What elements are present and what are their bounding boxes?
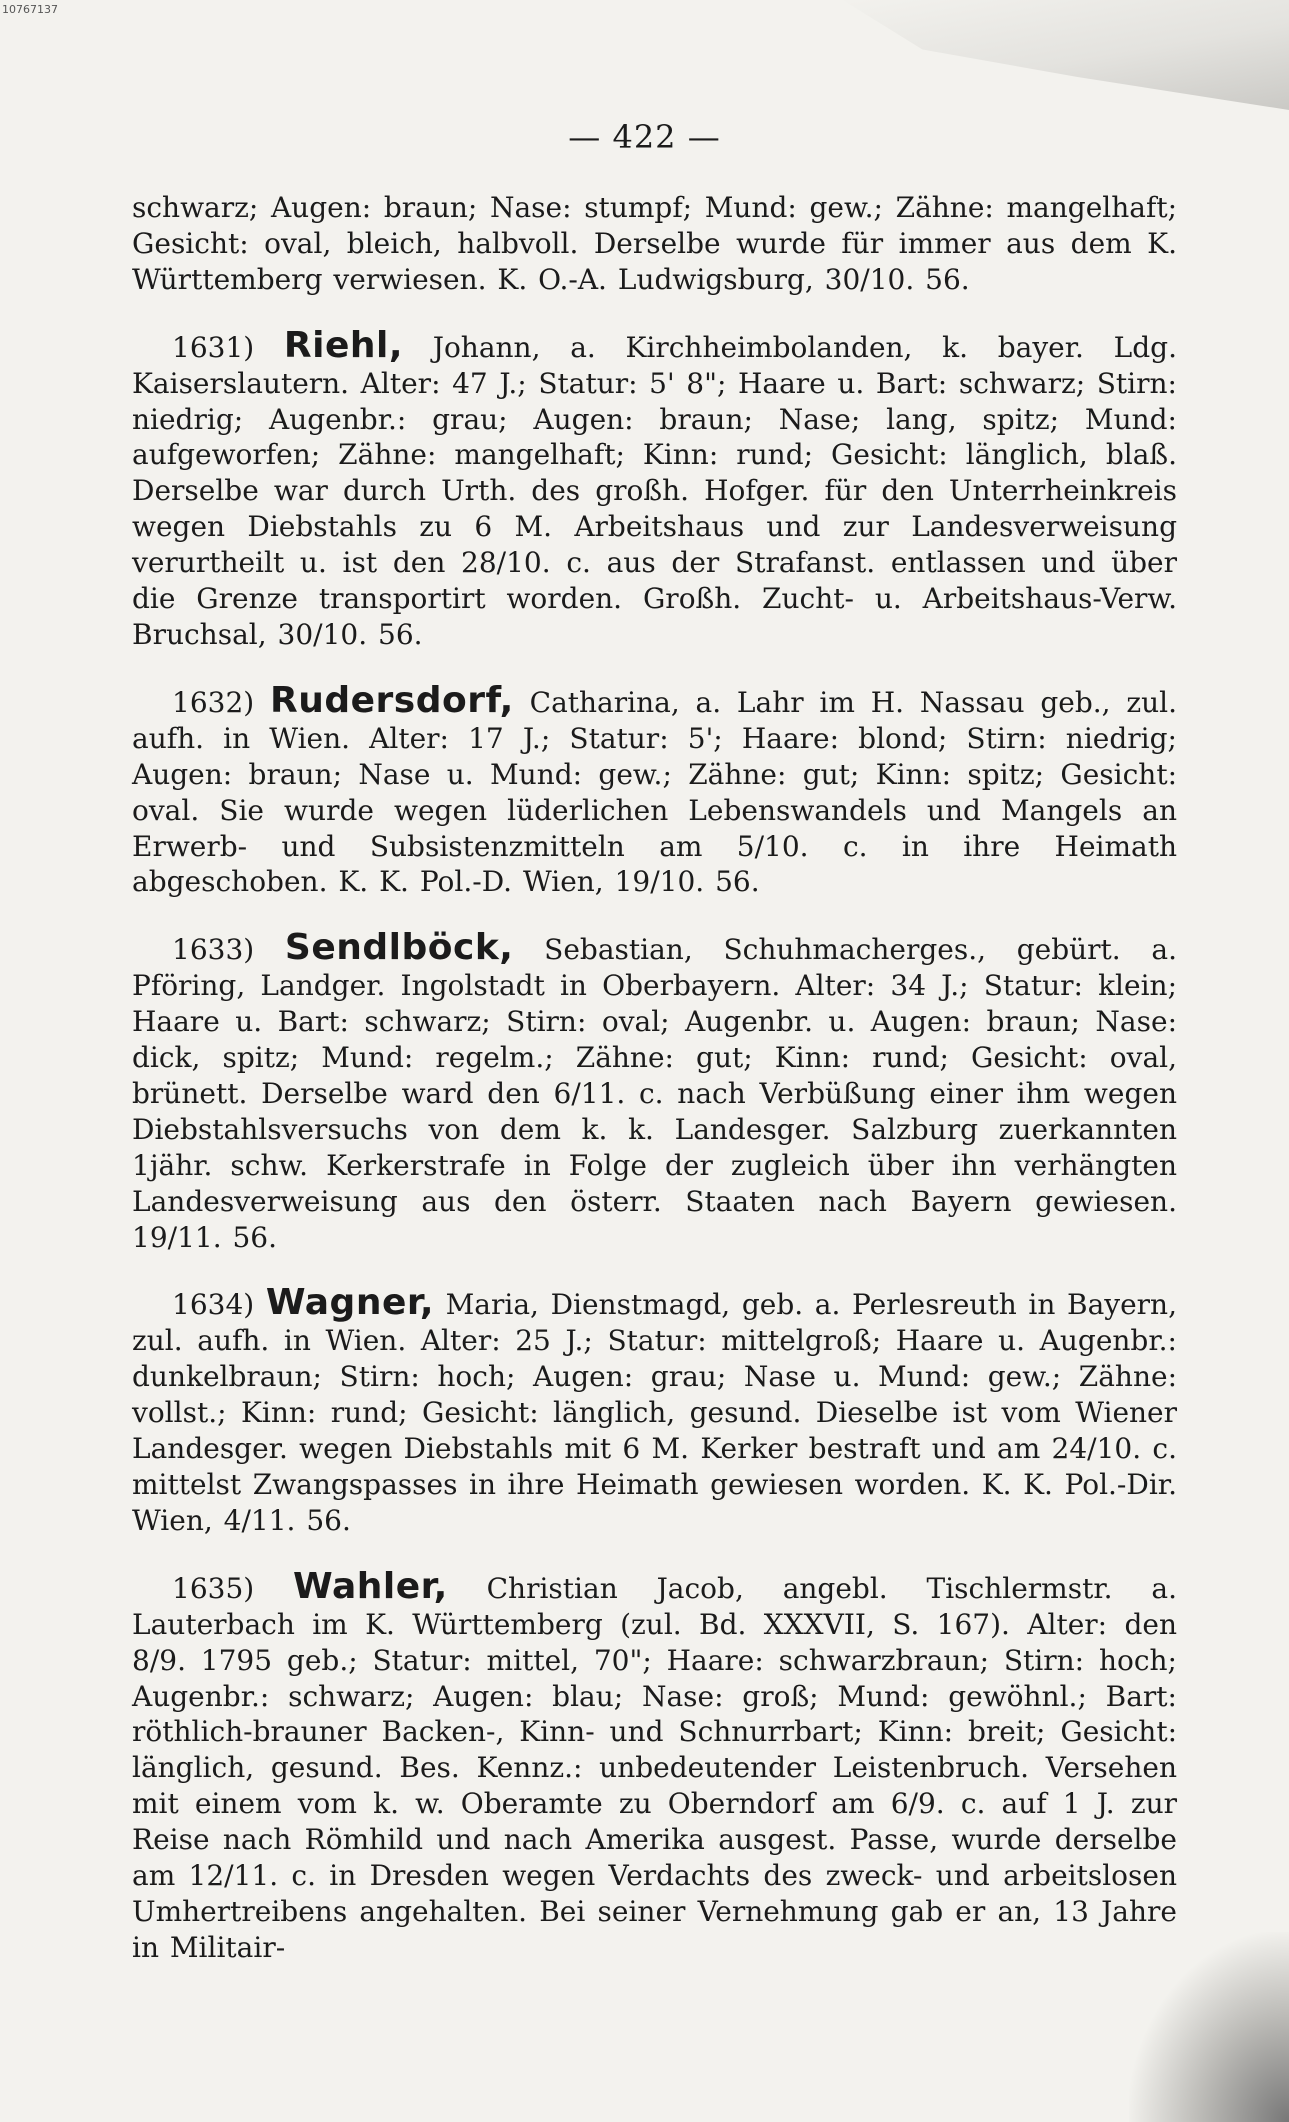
page-curl-shadow <box>819 0 1289 110</box>
entry-name: Sendlböck, <box>284 927 514 969</box>
entry-number: 1631) <box>172 330 255 364</box>
entry-text: Maria, Dienstmagd, geb. a. Perlesreuth in Bayern, zul. aufh. in Wien. Alter: 25 J.; Statur: mittelgroß; Haare u. Augenbr.: dunkelbraun; Stirn: hoch; Augen: grau; Nase u. Mund: gew.; Zähne: vollst.; Kinn: rund; Gesicht: länglich, gesund. Dieselbe ist vom Wiener Landesger. wegen Diebstahls mit 6 M. Kerker bestraft und am 24/10. c. mittelst Zwangspasses in ihre Heimath gewiesen worden. K. K. Pol.-Dir. Wien, 4/11. 56. <box>132 1288 1177 1537</box>
entry-text: Christian Jacob, angebl. Tischlermstr. a. Lauterbach im K. Württemberg (zul. Bd. XXXVII, S. 167). Alter: den 8/9. 1795 geb.; Statur: mittel, 70"; Haare: schwarzbraun; Stirn: hoch; Augenbr.: schwarz; Augen: blau; Nase: groß; Mund: gewöhnl.; Bart: röthlich-brauner Backen-, Kinn- und Schnurrbart; Kinn: breit; Gesicht: länglich, gesund. Bes. Kennz.: unbedeutender Leistenbruch. Versehen mit einem vom k. w. Oberamte zu Oberndorf am 6/9. c. auf 1 J. zur Reise nach Römhild und nach Amerika ausgest. Passe, wurde derselbe am 12/11. c. in Dresden wegen Verdachts des zweck- und arbeitslosen Umhertreibens angehalten. Bei seiner Vernehmung gab er an, 13 Jahre in Militair- <box>132 1571 1177 1964</box>
entry-name: Wagner, <box>265 1282 434 1324</box>
scan-id: 10767137 <box>2 3 58 16</box>
entry-number: 1632) <box>172 685 255 719</box>
entry-1632 <box>132 679 1177 900</box>
entry-number: 1634) <box>172 1288 255 1322</box>
entry-1634 <box>132 1282 1177 1538</box>
entry-name: Rudersdorf, <box>270 679 514 721</box>
continuation-paragraph: schwarz; Augen: braun; Nase: stumpf; Mund: gew.; Zähne: mangelhaft; Gesicht: oval, bleich, halbvoll. Derselbe wurde für immer aus dem K. Württemberg verwiesen. K. O.-A. Ludwigsburg, 30/10. 56. <box>132 191 1177 296</box>
entry-1635 <box>132 1565 1177 1966</box>
entry-text: Catharina, a. Lahr im H. Nassau geb., zul. aufh. in Wien. Alter: 17 J.; Statur: 5'; Haare: blond; Stirn: niedrig; Augen: braun; Nase u. Mund: gew.; Zähne: gut; Kinn: spitz; Gesicht: oval. Sie wurde wegen lüderlichen Lebenswandels und Mangels an Erwerb- und Subsistenzmitteln am 5/10. c. in ihre Heimath abgeschoben. K. K. Pol.-D. Wien, 19/10. 56. <box>132 685 1177 899</box>
page-number: — 422 — <box>568 118 721 156</box>
entry-name: Wahler, <box>293 1565 448 1607</box>
page-text <box>132 190 1177 1996</box>
entry-1631 <box>132 324 1177 653</box>
entry-text: Johann, a. Kirchheimbolanden, k. bayer. Ldg. Kaiserslautern. Alter: 47 J.; Statur: 5' 8"; Haare u. Bart: schwarz; Stirn: niedrig; Augenbr.: grau; Augen: braun; Nase; lang, spitz; Mund: aufgeworfen; Zähne: mangelhaft; Kinn: rund; Gesicht: länglich, blaß. Derselbe war durch Urth. des großh. Hofger. für den Unterrheinkreis wegen Diebstahls zu 6 M. Arbeitshaus und zur Landesverweisung verurtheilt u. ist den 28/10. c. aus der Strafanst. entlassen und über die Grenze transportirt worden. Großh. Zucht- u. Arbeitshaus-Verw. Bruchsal, 30/10. 56. <box>132 330 1177 651</box>
entry-text: Sebastian, Schuhmacherges., gebürt. a. Pföring, Landger. Ingolstadt in Oberbayern. Alter: 34 J.; Statur: klein; Haare u. Bart: schwarz; Stirn: oval; Augenbr. u. Augen: braun; Nase: dick, spitz; Mund: regelm.; Zähne: gut; Kinn: rund; Gesicht: oval, brünett. Derselbe ward den 6/11. c. nach Verbüßung einer ihm wegen Diebstahlsversuchs von dem k. k. Landesger. Salzburg zuerkannten 1jähr. schw. Kerkerstrafe in Folge der zugleich über ihn verhängten Landesverweisung aus den österr. Staaten nach Bayern gewiesen. 19/11. 56. <box>132 933 1177 1254</box>
entry-1633 <box>132 927 1177 1255</box>
entry-name: Riehl, <box>283 324 404 366</box>
entry-number: 1635) <box>172 1571 255 1605</box>
entry-number: 1633) <box>172 933 255 967</box>
